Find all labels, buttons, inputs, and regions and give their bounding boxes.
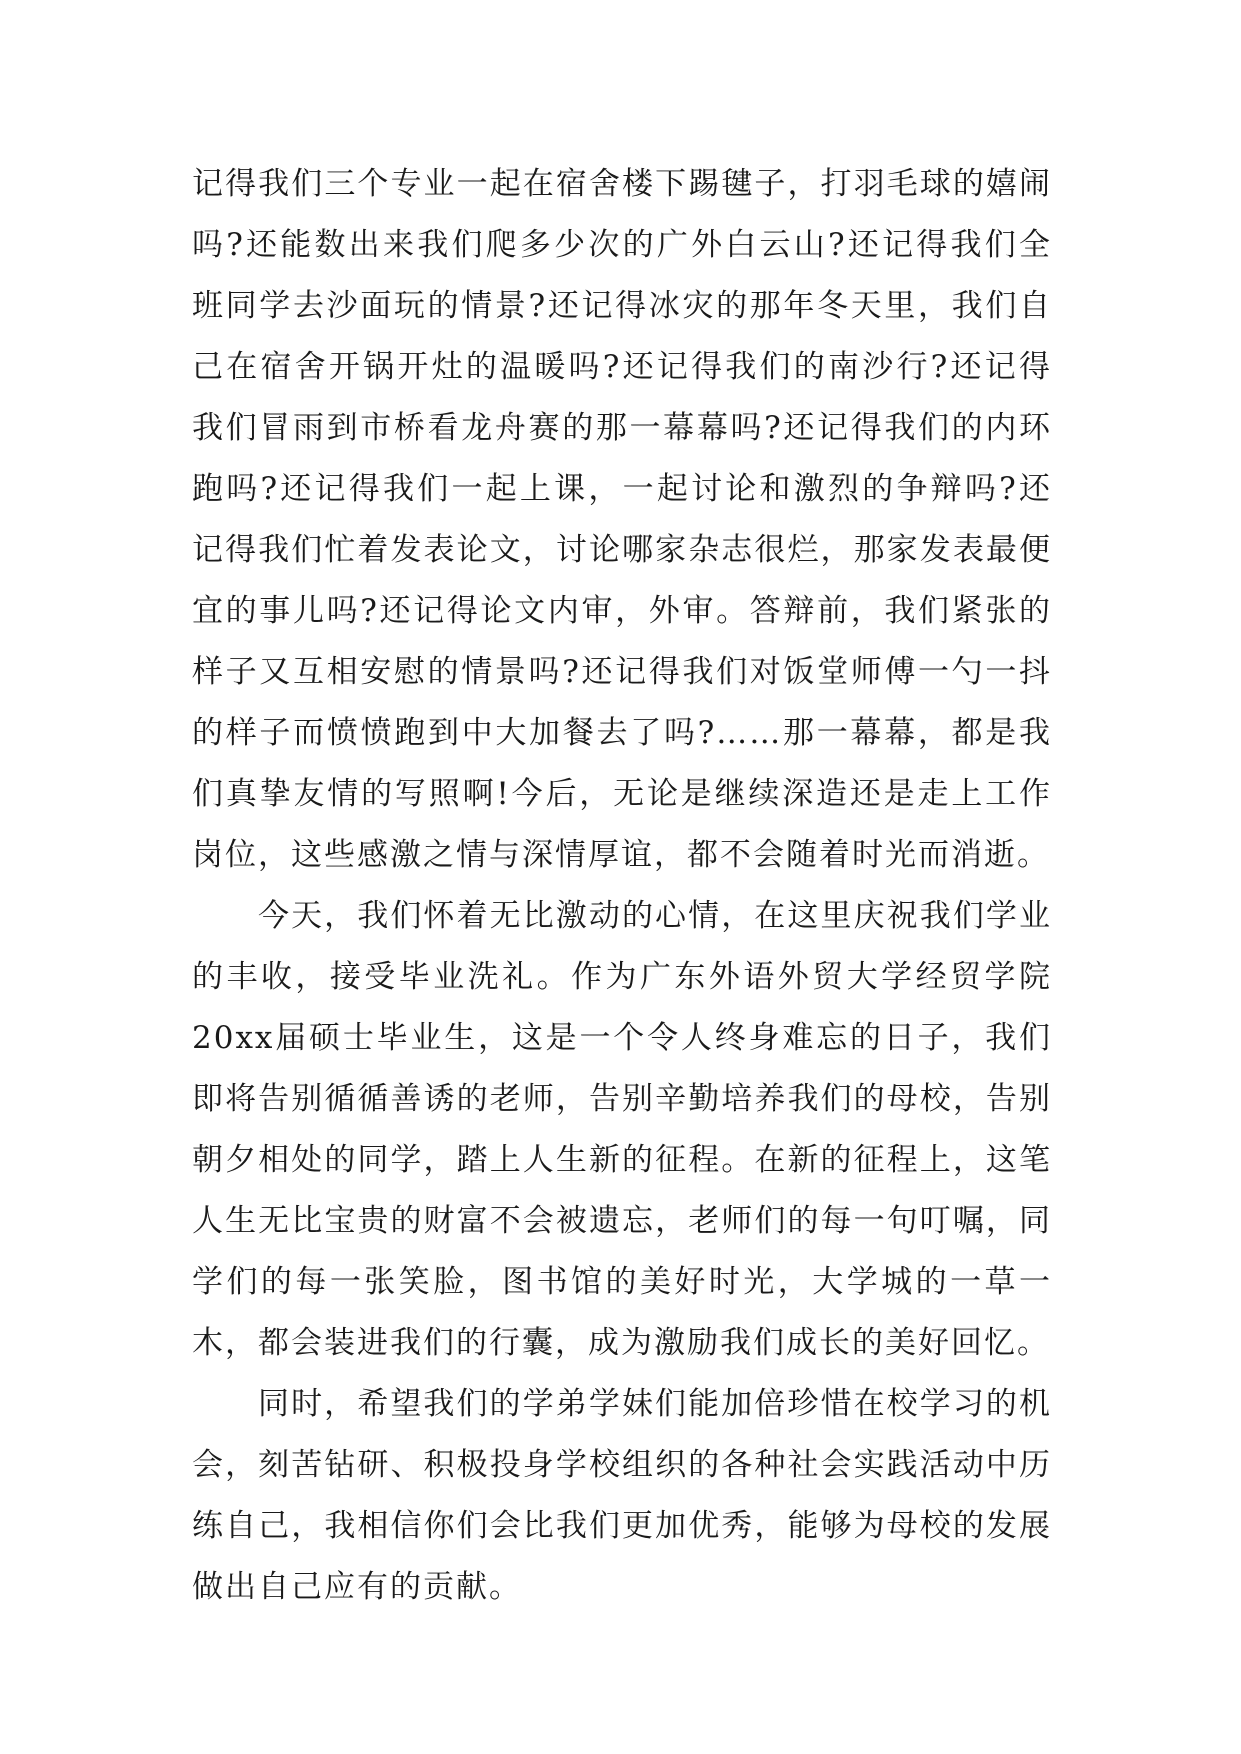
paragraph-wishes: 同时，希望我们的学弟学妹们能加倍珍惜在校学习的机会，刻苦钻研、积极投身学校组织的各种社会实践活动中历练自己，我相信你们会比我们更加优秀，能够为母校的发展做出自己应有的贡献。 [192, 1386, 1052, 1605]
paragraph-memories: 记得我们三个专业一起在宿舍楼下踢毽子，打羽毛球的嬉闹吗?还能数出来我们爬多少次的广外白云山?还记得我们全班同学去沙面玩的情景?还记得冰灾的那年冬天里，我们自己在宿舍开锅开灶的温暖吗?还记得我们的南沙行?还记得我们冒雨到市桥看龙舟赛的那一幕幕吗?还记得我们的内环跑吗?还记得我们一起上课，一起讨论和激烈的争辩吗?还记得我们忙着发表论文，讨论哪家杂志很烂，那家发表最便宜的事儿吗?还记得论文内审，外审。答辩前，我们紧张的样子又互相安慰的情景吗?还记得我们对饭堂师傅一勺一抖的样子而愤愤跑到中大加餐去了吗?……那一幕幕，都是我们真挚友情的写照啊!今后，无论是继续深造还是走上工作岗位，这些感激之情与深情厚谊，都不会随着时光而消逝。 [192, 166, 1052, 873]
document-body [192, 154, 1052, 1618]
paragraph-graduation: 今天，我们怀着无比激动的心情，在这里庆祝我们学业的丰收，接受毕业洗礼。作为广东外语外贸大学经贸学院20xx届硕士毕业生，这是一个令人终身难忘的日子，我们即将告别循循善诱的老师，告别辛勤培养我们的母校，告别朝夕相处的同学，踏上人生新的征程。在新的征程上，这笔人生无比宝贵的财富不会被遗忘，老师们的每一句叮嘱，同学们的每一张笑脸，图书馆的美好时光，大学城的一草一木，都会装进我们的行囊，成为激励我们成长的美好回忆。 [192, 898, 1052, 1361]
